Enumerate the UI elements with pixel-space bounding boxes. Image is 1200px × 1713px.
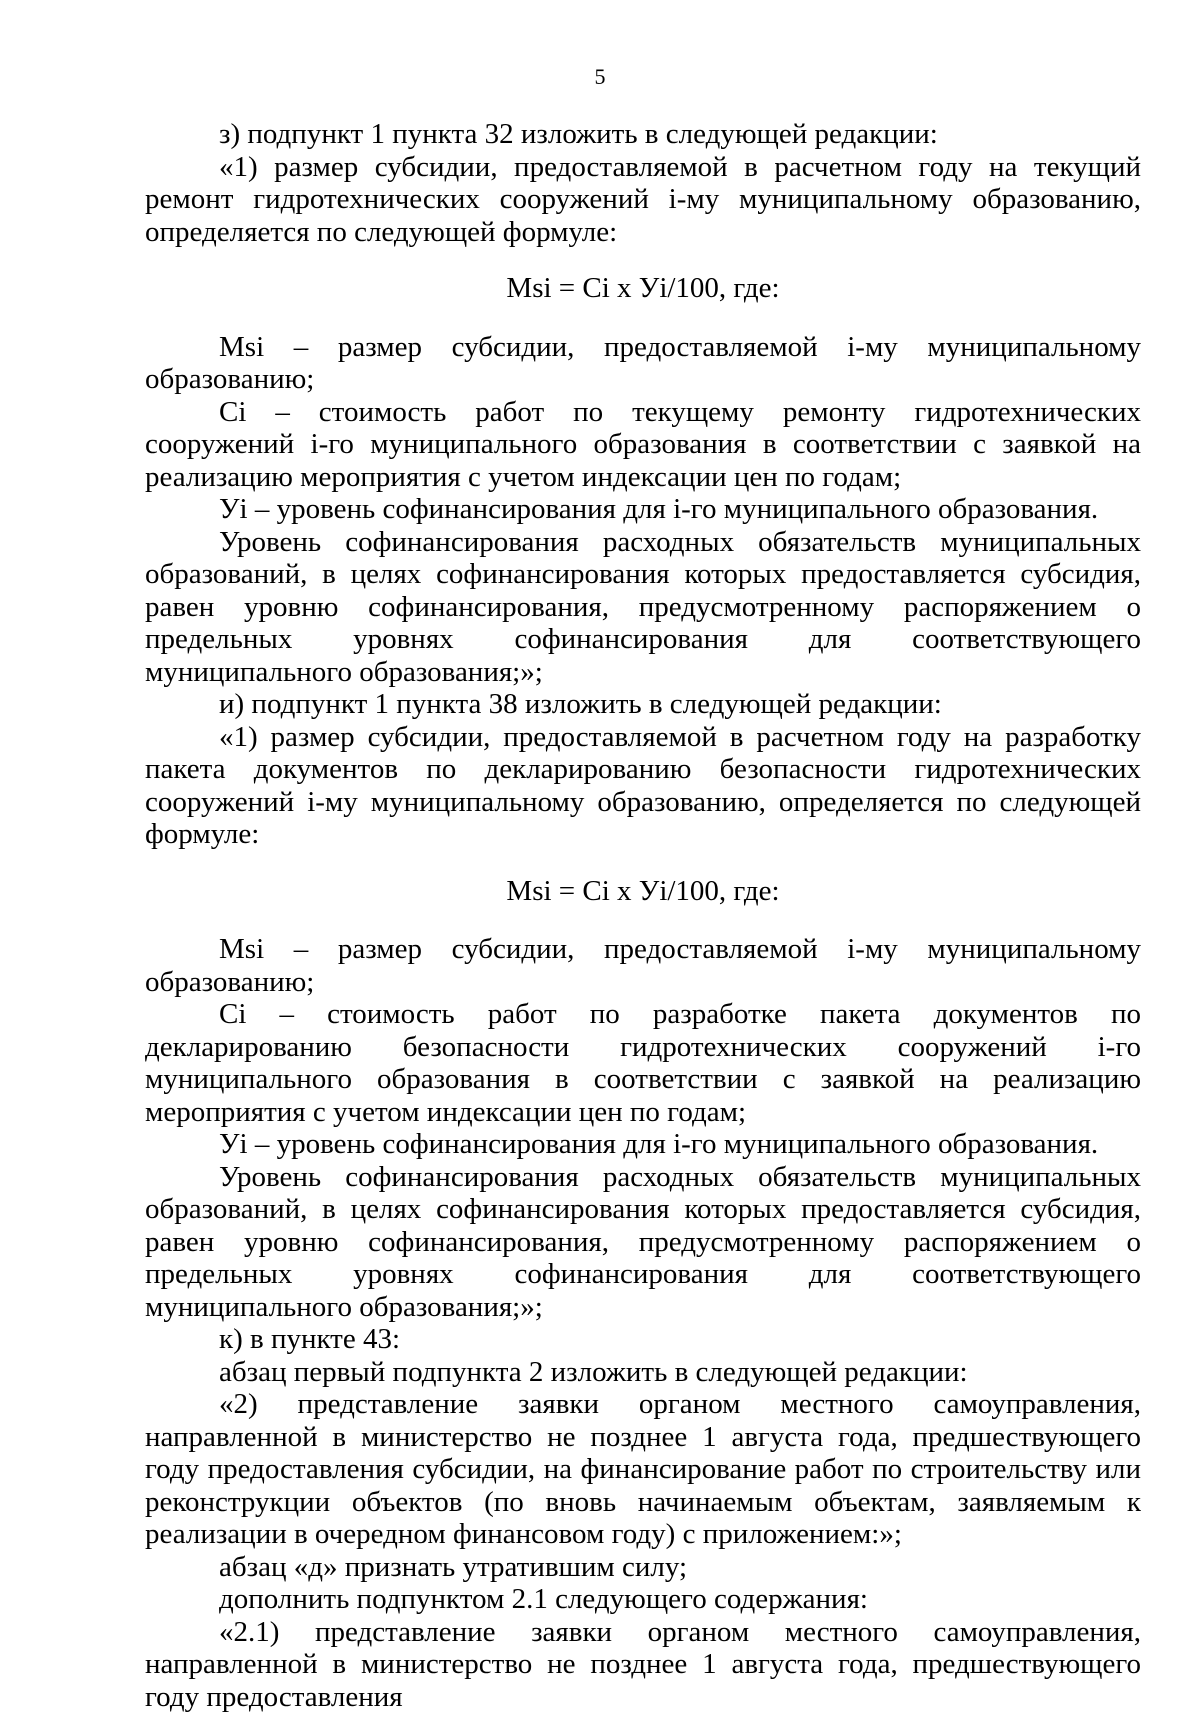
amendment-heading-z: з) подпункт 1 пункта 32 изложить в следующей редакции:: [145, 118, 1141, 151]
page-number: 5: [0, 64, 1200, 90]
quoted-subparagraph-2-1: «2.1) представление заявки органом местного самоуправления, направленной в министерство не позднее 1 августа года, предшествующего году предоставления: [145, 1616, 1141, 1713]
cofinancing-level-paragraph: Уровень софинансирования расходных обязательств муниципальных образований, в целях софинансирования которых предоставляется субсидия, равен уровню софинансирования, предусмотренному распоряжением о предельных уровнях софинансирования для соответствующего муниципального образования;»;: [145, 526, 1141, 689]
instruction-paragraph: абзац «д» признать утратившим силу;: [145, 1551, 1141, 1584]
cofinancing-level-paragraph: Уровень софинансирования расходных обязательств муниципальных образований, в целях софинансирования которых предоставляется субсидия, равен уровню софинансирования, предусмотренному распоряжением о предельных уровнях софинансирования для соответствующего муниципального образования;»;: [145, 1161, 1141, 1324]
instruction-paragraph: абзац первый подпункта 2 изложить в следующей редакции:: [145, 1356, 1141, 1389]
instruction-paragraph: дополнить подпунктом 2.1 следующего содержания:: [145, 1583, 1141, 1616]
quoted-subparagraph-1: «1) размер субсидии, предоставляемой в расчетном году на разработку пакета документов по декларированию безопасности гидротехнических сооружений i-му муниципальному образованию, определяется по следующей формуле:: [145, 721, 1141, 851]
document-body: [145, 118, 1141, 1713]
definition-yi: Уi – уровень софинансирования для i-го муниципального образования.: [145, 493, 1141, 526]
quoted-subparagraph-2: «2) представление заявки органом местного самоуправления, направленной в министерство не позднее 1 августа года, предшествующего году предоставления субсидии, на финансирование работ по строительству или реконструкции объектов (по вновь начинаемым объектам, заявляемым к реализации в очередном финансовом году) с приложением:»;: [145, 1388, 1141, 1551]
subsidy-formula: Msi = Ci x Уi/100, где:: [145, 851, 1141, 934]
definition-yi: Уi – уровень софинансирования для i-го муниципального образования.: [145, 1128, 1141, 1161]
quoted-subparagraph-1: «1) размер субсидии, предоставляемой в расчетном году на текущий ремонт гидротехнических сооружений i-му муниципальному образованию, определяется по следующей формуле:: [145, 151, 1141, 249]
subsidy-formula: Msi = Ci x Уi/100, где:: [145, 248, 1141, 331]
amendment-heading-i: и) подпункт 1 пункта 38 изложить в следующей редакции:: [145, 688, 1141, 721]
section-k-paragraph-43: [145, 1323, 1141, 1713]
amendment-heading-k: к) в пункте 43:: [145, 1323, 1141, 1356]
definition-msi: Msi – размер субсидии, предоставляемой i-му муниципальному образованию;: [145, 331, 1141, 396]
section-z-paragraph-32: [145, 118, 1141, 688]
definition-ci: Ci – стоимость работ по разработке пакета документов по декларированию безопасности гидротехнических сооружений i-го муниципального образования в соответствии с заявкой на реализацию мероприятия с учетом индексации цен по годам;: [145, 998, 1141, 1128]
definition-ci: Ci – стоимость работ по текущему ремонту гидротехнических сооружений i-го муниципального образования в соответствии с заявкой на реализацию мероприятия с учетом индексации цен по годам;: [145, 396, 1141, 494]
section-i-paragraph-38: [145, 688, 1141, 1323]
definition-msi: Msi – размер субсидии, предоставляемой i-му муниципальному образованию;: [145, 933, 1141, 998]
